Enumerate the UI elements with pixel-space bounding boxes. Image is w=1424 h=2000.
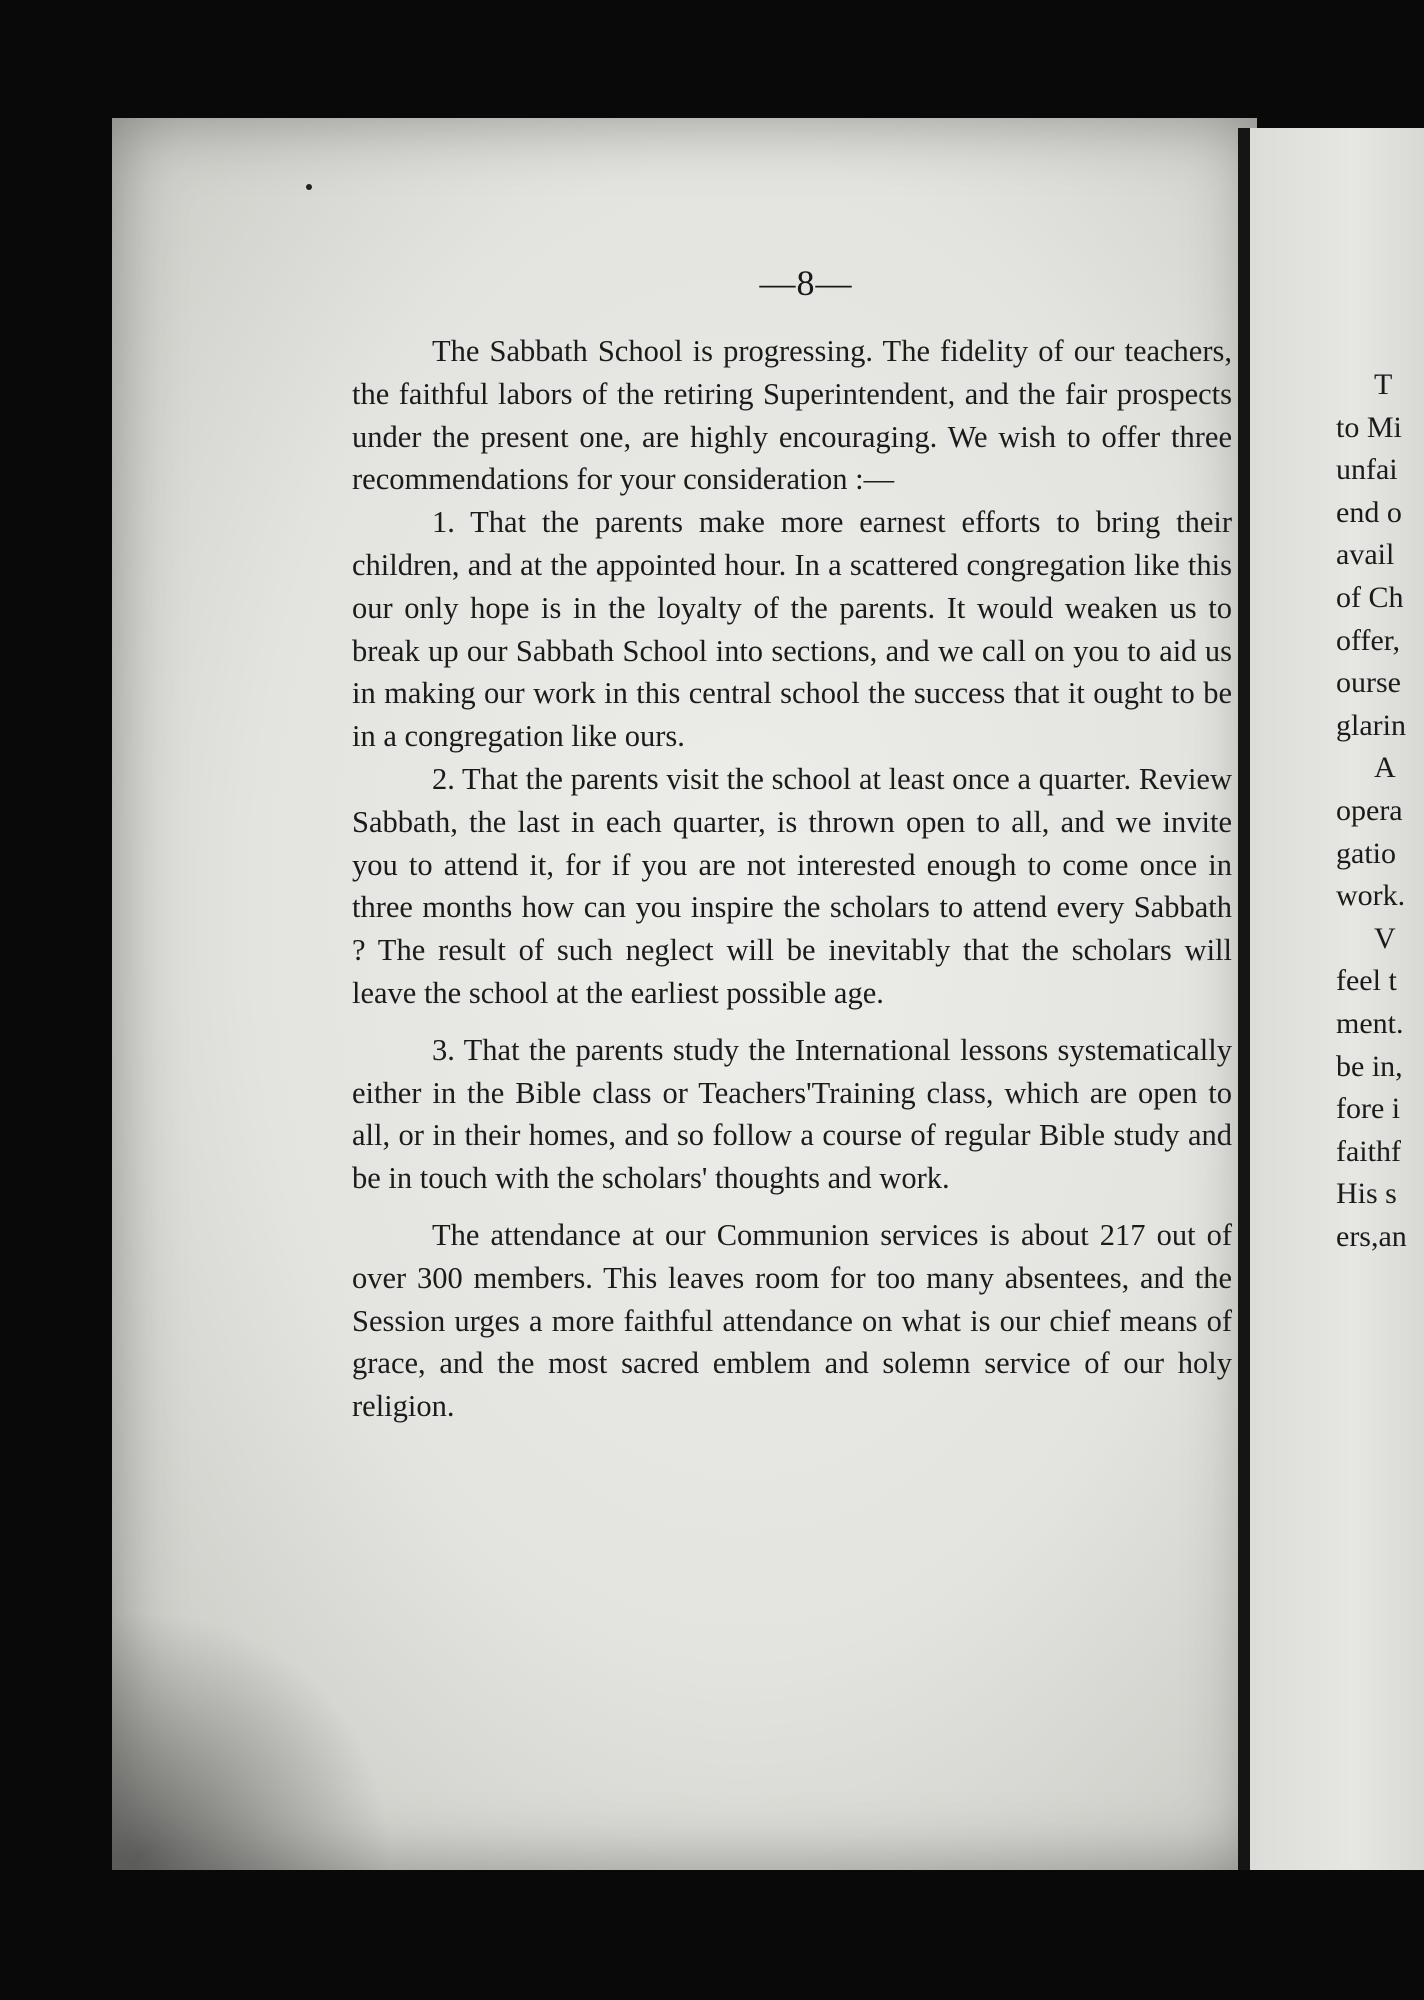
right-line: V <box>1374 921 1396 955</box>
right-line: glarin <box>1336 708 1406 742</box>
right-line: faithf <box>1336 1134 1401 1168</box>
page-gutter <box>1238 128 1250 1870</box>
right-line: opera <box>1336 793 1403 827</box>
right-line: fore i <box>1336 1092 1401 1126</box>
right-line: feel t <box>1336 964 1397 998</box>
right-line: of Ch <box>1336 580 1404 614</box>
right-line: offer, <box>1336 623 1401 657</box>
paragraph-communion: The attendance at our Communion services is about 217 out of over 300 members. This leaves room for too many absentees, and the Session urges a more faithful attendance on what is our chief means of grace, and the most sacred emblem and solemn service of our holy religion. <box>352 1217 1232 1424</box>
recommendation-2: 2. That the parents visit the school at least once a quarter. Review Sabbath, the last in each quarter, is thrown open to all, and we invite you to attend it, for if you are not interested enough to come once in three months how can you inspire the scholars to attend every Sabbath ? The result of such neglect will be inevitably that the scholars will leave the school at the earliest possible age. <box>352 761 1232 1010</box>
recommendation-3: 3. That the parents study the International lessons systematically either in the Bible class or Teachers'Training class, which are open to all, or in their homes, and so follow a course of regular Bible study and be in touch with the scholars' thoughts and work. <box>352 1032 1232 1196</box>
right-line: T <box>1374 368 1393 401</box>
ink-speck <box>306 184 312 190</box>
right-line: to Mi <box>1336 410 1402 444</box>
right-line: His s <box>1336 1177 1397 1211</box>
right-page-text <box>1336 364 1424 1258</box>
right-line: avail <box>1336 538 1395 572</box>
right-line: ers,an <box>1336 1219 1407 1253</box>
right-line: end o <box>1336 495 1402 529</box>
right-line: A <box>1374 751 1396 785</box>
paragraph-sabbath-school: The Sabbath School is progressing. The fidelity of our teachers, the faithful labors of the retiring Superintendent, and the fair prospects under the present one, are highly encouraging. We wish to offer three recommendations for your consideration :— <box>352 334 1232 497</box>
right-line: unfai <box>1336 453 1398 487</box>
recommendation-1: 1. That the parents make more earnest efforts to bring their children, and at the appointed hour. In a scattered congregation like this our only hope is in the loyalty of the parents. It would weaken us to break up our Sabbath School into sections, and we call on you to aid us in making our work in this central school the success that it ought to be in a congregation like ours. <box>352 505 1232 754</box>
right-line: ment. <box>1336 1006 1404 1040</box>
right-line: work. <box>1336 879 1406 913</box>
body-text <box>352 330 1232 1428</box>
page-number: —8— <box>759 263 853 303</box>
right-line: gatio <box>1336 836 1396 870</box>
right-line: ourse <box>1336 666 1401 700</box>
right-line: be in, <box>1336 1049 1403 1083</box>
